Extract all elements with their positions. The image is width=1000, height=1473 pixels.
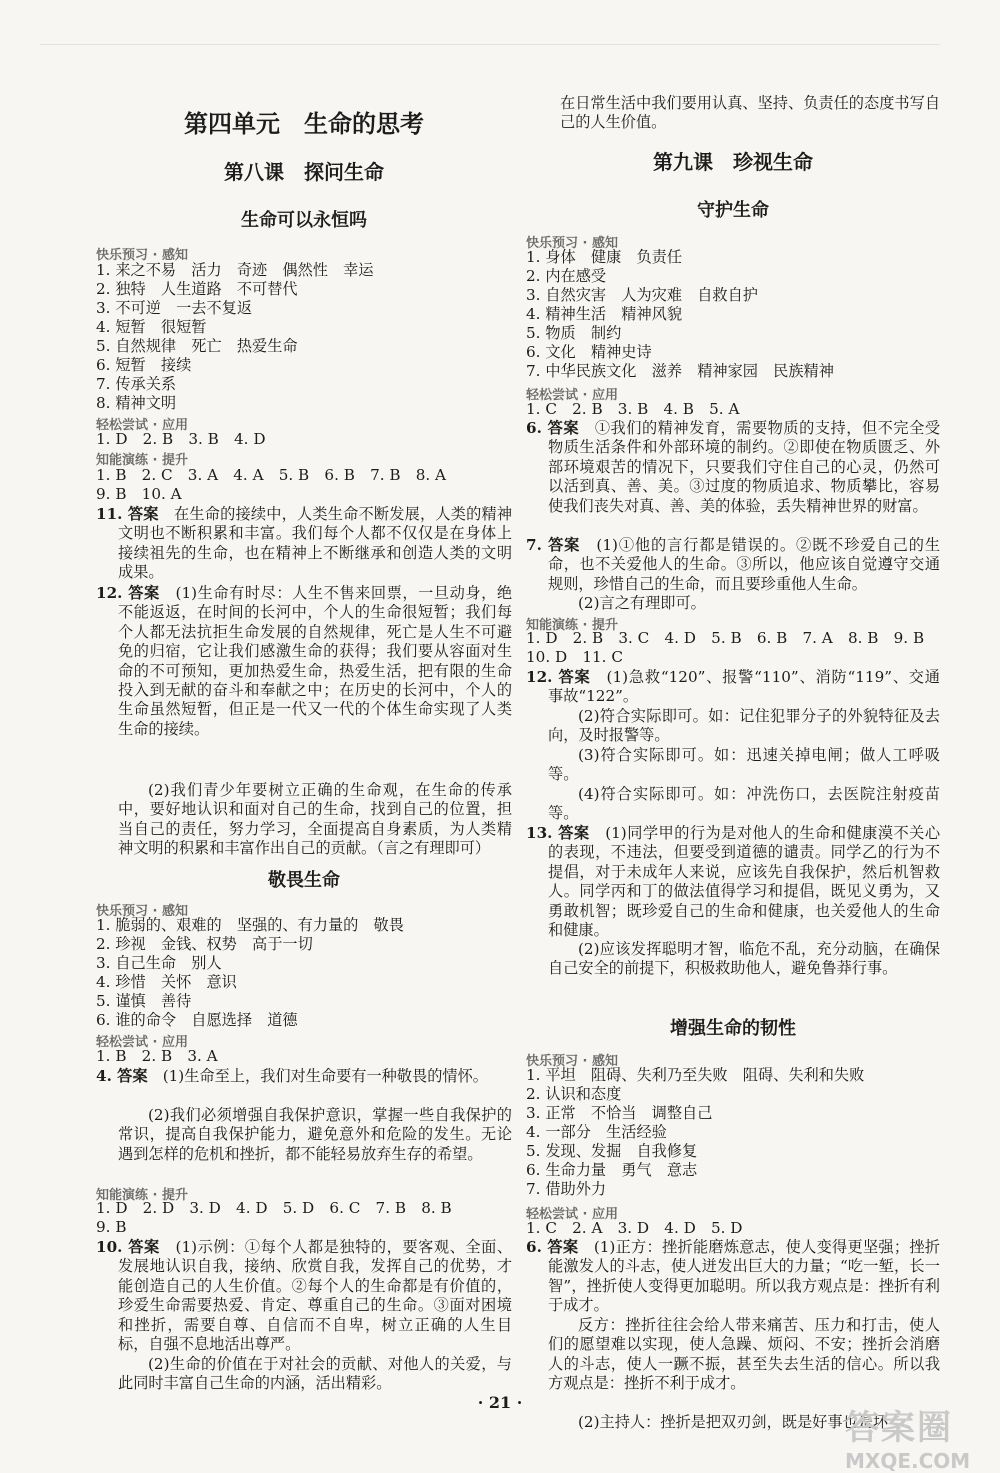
answer-line: 1. 身体 健康 负责任	[526, 248, 683, 266]
section-label-drill: 知能演练 · 提升	[526, 618, 618, 633]
watermark-url: MXQE.COM	[845, 1449, 971, 1473]
answer-label: 答案	[128, 584, 160, 602]
answer-label: 答案	[547, 419, 580, 437]
answer-q12-part2: (2)我们青少年要树立正确的生命观，在生命的传承中，要好地认识和面对自己的生命，找到自己的位置，担当自己的责任，努力学习，全面提高自身素质，为人类精神文明的积累和丰富作出自己的贡献。（言之有理即可）	[118, 781, 512, 858]
answer-q7-part2: (2)言之有理即可。	[578, 594, 706, 612]
answer-line: 4. 短暂 很短暂	[96, 318, 207, 336]
answer-line: 5. 自然规律 死亡 热爱生命	[96, 337, 298, 355]
section-title-eternal: 生命可以永恒吗	[241, 210, 367, 231]
section-label-preview: 快乐预习 · 感知	[96, 248, 188, 263]
answer-line: 1. 平坦 阻碍、失利乃至失败 阻碍、失利和失败	[526, 1066, 865, 1084]
drill-answers	[96, 1199, 512, 1237]
answer-q4-part2: (2)我们必须增强自我保护意识，掌握一些自我保护的常识，提高自我保护能力，避免意外和危险的发生。无论遇到怎样的危机和挫折，都不能轻易放弃生存的希望。	[118, 1106, 512, 1163]
preview-answers	[526, 248, 940, 381]
try-answers: 1. B 2. B 3. A	[96, 1047, 218, 1065]
section-label-preview: 快乐预习 · 感知	[526, 236, 618, 251]
answer-line: 9. B 10. A	[96, 485, 182, 503]
answer-line: 4. 珍惜 关怀 意识	[96, 973, 237, 991]
carryover-text: 在日常生活中我们要用认真、坚持、负责任的态度书写自己的人生价值。	[560, 94, 940, 132]
answer-q12-part1: 12. 答案 (1)生命有时尽：人生不售来回票，一旦动身，绝不能返返，在时间的长河中，个人的生命很短暂；我们每个人都无法抗拒生命发展的自然规律，死亡是人生不可避免的归宿，它让我们感激生命的获得；我们要从容面对生命的不可预知，更加热爱生命，热爱生活，把有限的生命投入到无献的奋斗和奉献之中；在历史的长河中，个人的生命虽然短暂，但正是一代又一代的个体生命实现了人类生命的接续。	[96, 584, 513, 738]
answer-line: 1. 来之不易 活力 奇迹 偶然性 幸运	[96, 261, 374, 279]
watermark-logo	[845, 1400, 995, 1473]
try-answers: 1. C 2. A 3. D 4. D 5. D	[526, 1219, 743, 1237]
section-label-try: 轻松尝试 · 应用	[96, 1035, 188, 1050]
answer-q6-part2: 反方：挫折往往会给人带来痛苦、压力和打击，使人们的愿望难以实现，使人急躁、烦闷、不安；挫折会消磨人的斗志，使人一蹶不振，甚至失去生活的信心。所以我方观点是：挫折不利于成才。	[548, 1316, 940, 1393]
lesson-9-title: 第九课 珍视生命	[653, 150, 813, 174]
answer-line: 7. 传承关系	[96, 375, 177, 393]
preview-answers	[96, 916, 512, 1030]
answer-label: 答案	[548, 536, 581, 554]
answer-q12-part2: (2)符合实际即可。如：记住犯罪分子的外貌特征及去向，及时报警等。	[548, 707, 940, 745]
drill-answers	[526, 629, 940, 667]
preview-answers	[96, 261, 512, 413]
section-label-try: 轻松尝试 · 应用	[526, 1207, 618, 1222]
answer-line: 1. 脆弱的、艰难的 坚强的、有力量的 敬畏	[96, 916, 404, 934]
answer-q12-part4: (4)符合实际即可。如：冲洗伤口，去医院注射疫苗等。	[548, 785, 940, 823]
answer-line: 1. D 2. B 3. C 4. D 5. B 6. B 7. A 8. B 9. B	[526, 629, 925, 647]
answer-line: 2. 内在感受	[526, 267, 607, 285]
answer-q10-part1: 10. 答案 (1)示例：①每个人都是独特的，要客观、全面、发展地认识自我，接纳、欣赏自我，发挥自己的优势，才能创造自己的人生价值。②每个人的生命都是有价值的，珍爱生命需要热爱、肯定、尊重自己的生命。③面对困境和挫折，需要自尊、自信而不自卑，树立正确的人生目标，自强不息地活出尊严。	[96, 1238, 513, 1354]
answer-line: 6. 短暂 接续	[96, 356, 192, 374]
answer-q6-part3: (2)主持人：挫折是把双刃剑，既是好事也是坏	[578, 1413, 889, 1431]
answer-line: 9. B	[96, 1218, 127, 1236]
answer-line: 5. 物质 制约	[526, 324, 622, 342]
answer-line: 7. 借助外力	[526, 1180, 607, 1198]
answer-q6-part1: 6. 答案 (1)正方：挫折能磨炼意志，使人变得更坚强；挫折能激发人的斗志，使人迸发出巨大的力量；“吃一堑，长一智”，挫折使人变得更加聪明。所以我方观点是：挫折有利于成才。	[526, 1238, 940, 1315]
answer-line: 6. 谁的命令 自愿选择 道德	[96, 1011, 298, 1029]
section-title-protect: 守护生命	[697, 200, 769, 221]
answer-label: 答案	[117, 1067, 148, 1085]
answer-q4-part1: 4. 答案 (1)生命至上，我们对生命要有一种敬畏的情怀。	[96, 1067, 488, 1085]
section-label-drill: 知能演练 · 提升	[96, 453, 188, 468]
answer-line: 10. D 11. C	[526, 648, 623, 666]
answer-line: 3. 自己生命 别人	[96, 954, 222, 972]
answer-line: 1. D 2. D 3. D 4. D 5. D 6. C 7. B 8. B	[96, 1199, 452, 1217]
section-label-drill: 知能演练 · 提升	[96, 1188, 188, 1203]
answer-label: 答案	[558, 668, 591, 686]
lesson-8-title: 第八课 探问生命	[224, 160, 384, 184]
section-label-preview: 快乐预习 · 感知	[96, 904, 188, 919]
try-answers: 1. D 2. B 3. B 4. D	[96, 430, 266, 448]
answer-q12-part3: (3)符合实际即可。如：迅速关掉电闸；做人工呼吸等。	[548, 746, 940, 784]
answer-q10-part2: (2)生命的价值在于对社会的贡献、对他人的关爱，与此同时丰富自己生命的内涵，活出精彩。	[118, 1355, 512, 1393]
section-label-preview: 快乐预习 · 感知	[526, 1054, 618, 1069]
answer-q13-part1: 13. 答案 (1)同学甲的行为是对他人的生命和健康漠不关心的表现，不违法，但要受到道德的谴责。同学乙的行为不提倡，对于未成年人来说，应该先自我保护，然后机智救人。同学丙和丁的做法值得学习和提倡，既见义勇为，又勇敢机智；既珍爱自己的生命和健康，也关爱他人的生命和健康。	[526, 824, 941, 940]
answer-line: 3. 正常 不恰当 调整自己	[526, 1104, 713, 1122]
answer-line: 1. B 2. C 3. A 4. A 5. B 6. B 7. B 8. A	[96, 466, 447, 484]
answer-line: 6. 文化 精神史诗	[526, 343, 652, 361]
preview-answers	[526, 1066, 940, 1199]
answer-line: 2. 认识和态度	[526, 1085, 622, 1103]
section-title-resilience: 增强生命的韧性	[670, 1018, 796, 1039]
answer-label: 答案	[547, 1238, 579, 1256]
answer-line: 4. 一部分 生活经验	[526, 1123, 667, 1141]
drill-answers	[96, 466, 512, 504]
answer-label: 答案	[127, 505, 159, 523]
answer-q11: 11. 答案 在生命的接续中，人类生命不断发展，人类的精神文明也不断积累和丰富。我们每个人都不仅仅是在身体上接续祖先的生命，也在精神上不断继承和创造人类的文明成果。	[96, 505, 513, 582]
answer-line: 3. 自然灾害 人为灾难 自救自护	[526, 286, 758, 304]
answer-line: 6. 生命力量 勇气 意志	[526, 1161, 698, 1179]
answer-q7-part1: 7. 答案 (1)①他的言行都是错误的。②既不珍爱自己的生命，也不关爱他人的生命。③所以，他应该自觉遵守交通规则，珍惜自己的生命，而且要珍重他人生命。	[526, 536, 941, 593]
try-answers: 1. C 2. B 3. B 4. B 5. A	[526, 400, 740, 418]
answer-q6: 6. 答案 ①我们的精神发育，需要物质的支持，但不完全受物质生活条件和外部环境的制约。②即使在物质匮乏、外部环境艰苦的情况下，只要我们守住自己的心灵，仍然可以活到真、善、美。③过度的物质追求、物质攀比，容易使我们丧失对真、善、美的体验，丢失精神世界的财富。	[526, 419, 941, 515]
answer-label: 答案	[558, 824, 590, 842]
answer-line: 5. 发现、发掘 自我修复	[526, 1142, 698, 1160]
page-number: · 21 ·	[477, 1393, 523, 1412]
answer-line: 4. 精神生活 精神风貌	[526, 305, 683, 323]
answer-line: 2. 珍视 金钱、权势 高于一切	[96, 935, 313, 953]
section-label-try: 轻松尝试 · 应用	[526, 388, 618, 403]
answer-q12-part1: 12. 答案 (1)急救“120”、报警“110”、消防“119”、交通事故“122”。	[526, 668, 940, 706]
top-edge-line	[40, 44, 940, 45]
answer-line: 8. 精神文明	[96, 394, 177, 412]
watermark-text: 答案圈	[845, 1408, 953, 1448]
answer-line: 7. 中华民族文化 滋养 精神家园 民族精神	[526, 362, 834, 380]
unit-title: 第四单元 生命的思考	[184, 110, 424, 138]
section-label-try: 轻松尝试 · 应用	[96, 418, 188, 433]
answer-line: 5. 谨慎 善待	[96, 992, 192, 1010]
answer-line: 3. 不可逆 一去不复返	[96, 299, 253, 317]
section-title-revere: 敬畏生命	[268, 870, 340, 891]
answer-label: 答案	[128, 1238, 160, 1256]
answer-q13-part2: (2)应该发挥聪明才智，临危不乱，充分动脑，在确保自己安全的前提下，积极救助他人，避免鲁莽行事。	[548, 940, 940, 978]
answer-line: 2. 独特 人生道路 不可替代	[96, 280, 298, 298]
